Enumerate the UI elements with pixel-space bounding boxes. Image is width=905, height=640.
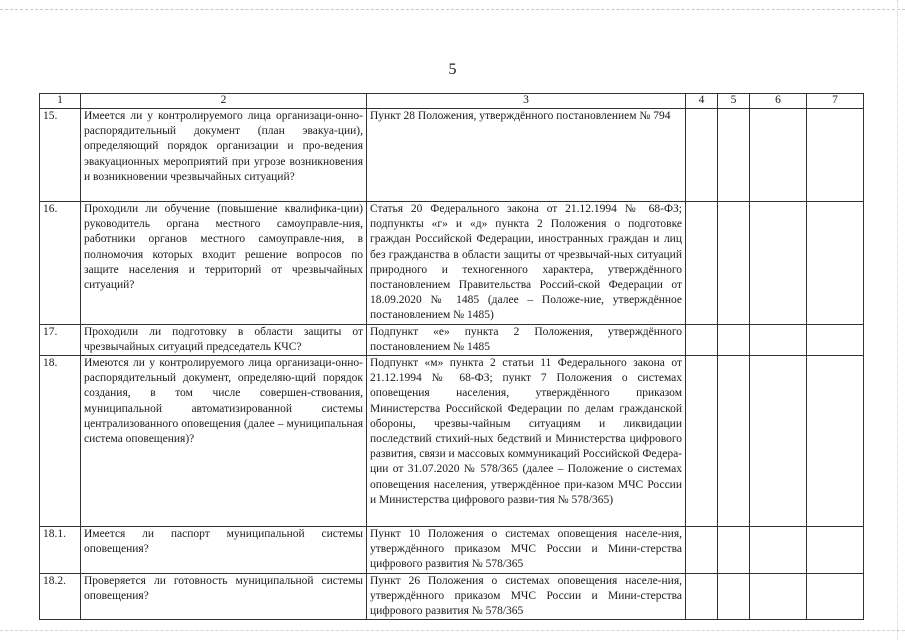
row-legal-basis: Пункт 10 Положения о системах оповещения населе-ния, утверждённого приказом МЧС России и Мини-стерства цифрового развития № 578/365 [367, 527, 686, 574]
row-number: 17. [40, 324, 81, 355]
column-header: 2 [81, 94, 367, 109]
row-number: 18.1. [40, 527, 81, 574]
row-question: Имеются ли у контролируемого лица организаци-онно-распорядительный документ, определяю-щий порядок создания, в том числе совершен-ствования, муниципальной автоматизированной системы централизованного оповещения (далее – муниципальная система оповещения)? [81, 356, 367, 527]
answer-cell [686, 109, 718, 202]
row-question: Имеется ли у контролируемого лица организаци-онно-распорядительный документ (план эвакуа-ции), определяющий порядок организации и про-ведения эвакуационных мероприятий при угрозе возникновения и возникновении чрезвычайных ситуаций? [81, 109, 367, 202]
table-row [40, 202, 864, 325]
answer-cell [750, 356, 807, 527]
answer-cell [686, 324, 718, 355]
answer-cell [718, 573, 750, 620]
answer-cell [750, 109, 807, 202]
row-legal-basis: Пункт 28 Положения, утверждённого постановлением № 794 [367, 109, 686, 202]
answer-cell [718, 109, 750, 202]
answer-cell [686, 202, 718, 325]
answer-cell [718, 356, 750, 527]
answer-cell [750, 527, 807, 574]
column-number-row [40, 94, 864, 109]
answer-cell [686, 573, 718, 620]
table-row [40, 109, 864, 202]
answer-cell [718, 527, 750, 574]
row-question: Проходили ли обучение (повышение квалифика-ции) руководитель органа местного самоуправле-ния, работники органов местного самоуправле-ния, в полномочия которых входит решение вопросов по защите населения и территорий от чрезвычайных ситуаций? [81, 202, 367, 325]
answer-cell [686, 356, 718, 527]
row-question: Имеется ли паспорт муниципальной системы оповещения? [81, 527, 367, 574]
answer-cell [718, 324, 750, 355]
scan-edge-bottom [0, 630, 905, 640]
table-row [40, 573, 864, 620]
column-header: 5 [718, 94, 750, 109]
scan-edge-top [0, 0, 905, 10]
answer-cell [718, 202, 750, 325]
column-header: 1 [40, 94, 81, 109]
answer-cell [750, 324, 807, 355]
answer-cell [750, 573, 807, 620]
row-number: 18.2. [40, 573, 81, 620]
row-legal-basis: Подпункт «е» пункта 2 Положения, утверждённого постановлением № 1485 [367, 324, 686, 355]
column-header: 3 [367, 94, 686, 109]
column-header: 4 [686, 94, 718, 109]
row-question: Проходили ли подготовку в области защиты от чрезвычайных ситуаций председатель КЧС? [81, 324, 367, 355]
table-row [40, 324, 864, 355]
answer-cell [686, 527, 718, 574]
table-row [40, 527, 864, 574]
answer-cell [807, 202, 864, 325]
answer-cell [807, 356, 864, 527]
row-legal-basis: Пункт 26 Положения о системах оповещения населе-ния, утверждённого приказом МЧС России и Мини-стерства цифрового развития № 578/365 [367, 573, 686, 620]
row-number: 15. [40, 109, 81, 202]
row-legal-basis: Статья 20 Федерального закона от 21.12.1994 № 68-ФЗ; подпункты «г» и «д» пункта 2 Положения о подготовке граждан Российской Федерации, иностранных граждан и лиц без гражданства в области защиты от чрезвычай-ных ситуаций природного и техногенного характера, утверждённого постановлением Правительства Россий-ской Федерации от 18.09.2020 № 1485 (далее – Положе-ние, утверждённое постановлением № 1485) [367, 202, 686, 325]
answer-cell [807, 573, 864, 620]
table-row [40, 356, 864, 527]
page-number: 5 [448, 61, 457, 78]
column-header: 6 [750, 94, 807, 109]
checklist-table [39, 93, 864, 620]
row-number: 18. [40, 356, 81, 527]
column-header: 7 [807, 94, 864, 109]
answer-cell [807, 527, 864, 574]
row-number: 16. [40, 202, 81, 325]
scan-edge-right [897, 0, 905, 640]
answer-cell [750, 202, 807, 325]
answer-cell [807, 109, 864, 202]
row-legal-basis: Подпункт «м» пункта 2 статьи 11 Федерального закона от 21.12.1994 № 68-ФЗ; пункт 7 Положения о системах оповещения населения, утверждённого приказом Министерства Российской Федерации по делам гражданской обороны, чрезвы-чайным ситуациям и ликвидации последствий стихий-ных бедствий и Министерства цифрового развития, связи и массовых коммуникаций Российской Федера-ции от 31.07.2020 № 578/365 (далее – Положение о системах оповещения населения, утверждённое при-казом МЧС России и Министерства цифрового разви-тия № 578/365) [367, 356, 686, 527]
row-question: Проверяется ли готовность муниципальной системы оповещения? [81, 573, 367, 620]
answer-cell [807, 324, 864, 355]
